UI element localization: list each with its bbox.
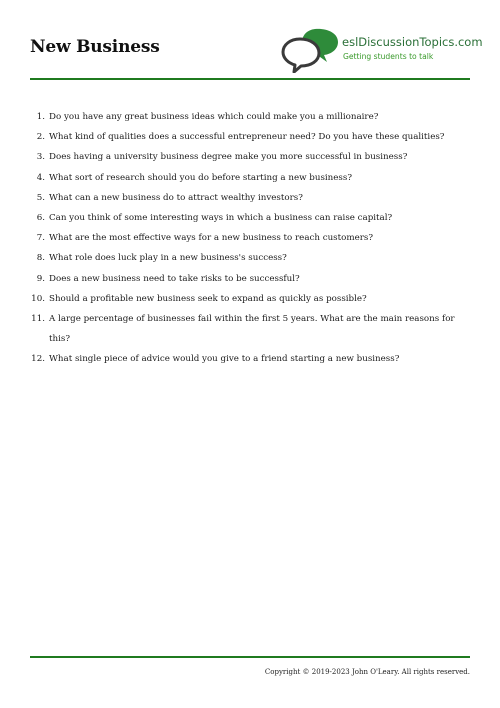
question-item — [30, 309, 474, 349]
question-text: A large percentage of businesses fail within the first 5 years. What are the main reasons for this? — [49, 314, 455, 345]
question-text: Can you think of some interesting ways in which a business can raise capital? — [49, 213, 393, 224]
question-number: 9. — [36, 273, 45, 284]
question-number: 10. — [31, 293, 45, 304]
question-number: 7. — [36, 233, 45, 244]
question-text: What are the most effective ways for a new business to reach customers? — [49, 233, 374, 244]
question-number: 11. — [31, 314, 45, 325]
question-item — [30, 127, 474, 147]
question-text: What single piece of advice would you give to a friend starting a new business? — [49, 354, 400, 365]
question-text: Does a new business need to take risks to be successful? — [49, 273, 300, 284]
question-number: 8. — [36, 253, 45, 264]
question-number: 12. — [31, 354, 45, 365]
footer-divider — [30, 656, 470, 658]
question-item — [30, 188, 474, 208]
question-item — [30, 289, 474, 309]
question-item — [30, 168, 474, 188]
question-number: 1. — [36, 112, 45, 122]
site-logo — [281, 27, 481, 75]
question-item — [30, 147, 474, 167]
speech-bubbles-icon — [281, 27, 341, 73]
question-number: 4. — [36, 172, 45, 183]
question-text: What sort of research should you do before starting a new business? — [49, 172, 352, 183]
question-text: Does having a university business degree make you more successful in business? — [49, 152, 408, 163]
question-number: 6. — [36, 213, 45, 224]
question-item — [30, 269, 474, 289]
question-text: Do you have any great business ideas which could make you a millionaire? — [49, 112, 379, 122]
question-item — [30, 248, 474, 268]
question-item — [30, 208, 474, 228]
question-text: Should a profitable new business seek to expand as quickly as possible? — [49, 293, 367, 304]
question-item — [30, 107, 474, 127]
question-number: 3. — [36, 152, 45, 163]
page-title: New Business — [30, 37, 160, 57]
question-text: What can a new business do to attract wealthy investors? — [49, 192, 303, 203]
logo-site-name: eslDiscussionTopics.com — [342, 35, 483, 49]
question-text: What kind of qualities does a successful entrepreneur need? Do you have these qualities? — [49, 132, 445, 143]
question-item — [30, 349, 474, 369]
question-number: 2. — [36, 132, 45, 143]
question-list — [30, 107, 474, 370]
logo-tagline: Getting students to talk — [343, 52, 434, 61]
copyright-notice: Copyright © 2019-2023 John O'Leary. All rights reserved. — [264, 668, 470, 676]
question-item — [30, 228, 474, 248]
header-divider — [30, 78, 470, 80]
question-number: 5. — [36, 192, 45, 203]
question-text: What role does luck play in a new business's success? — [49, 253, 287, 264]
